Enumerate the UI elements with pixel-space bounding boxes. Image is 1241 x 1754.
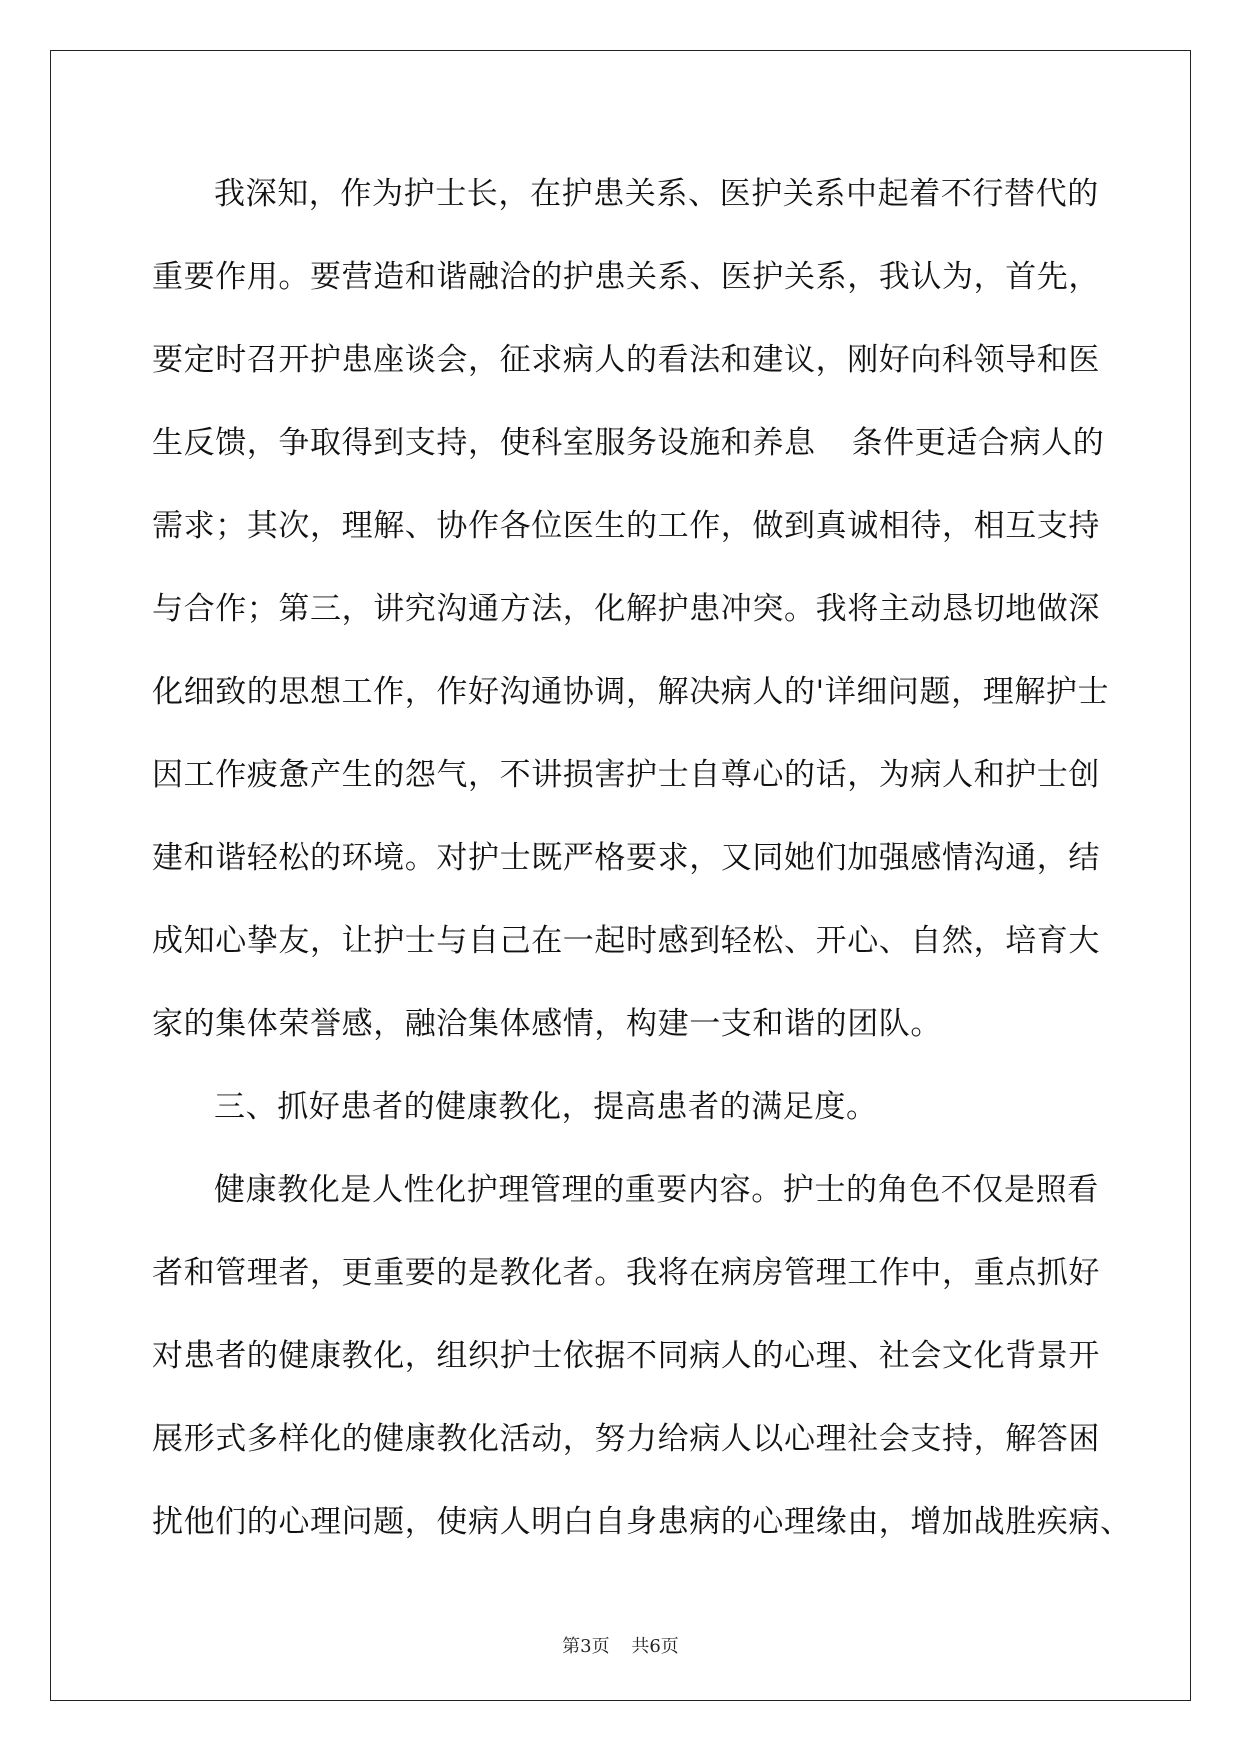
paragraph-line: 因工作疲惫产生的怨气，不讲损害护士自尊心的话，为病人和护士创 <box>152 757 1100 793</box>
paragraph-line: 与合作；第三，讲究沟通方法，化解护患冲突。我将主动恳切地做深 <box>152 591 1100 627</box>
paragraph-line: 展形式多样化的健康教化活动，努力给病人以心理社会支持，解答困 <box>152 1421 1100 1457</box>
paragraph-line: 化细致的思想工作，作好沟通协调，解决病人的'详细问题，理解护士 <box>152 674 1110 710</box>
paragraph-line: 重要作用。要营造和谐融洽的护患关系、医护关系，我认为，首先， <box>152 259 1100 295</box>
total-pages: 共6页 <box>631 1636 679 1657</box>
paragraph-line: 建和谐轻松的环境。对护士既严格要求，又同她们加强感情沟通，结 <box>152 840 1100 876</box>
line-segment: 条件更适合病人的 <box>851 425 1105 461</box>
paragraph-line: 者和管理者，更重要的是教化者。我将在病房管理工作中，重点抓好 <box>152 1255 1100 1291</box>
paragraph-line: 家的集体荣誉感，融洽集体感情，构建一支和谐的团队。 <box>152 1006 942 1042</box>
page-footer <box>0 1632 1241 1658</box>
document-body <box>152 163 1132 1574</box>
paragraph-line: 我深知，作为护士长，在护患关系、医护关系中起着不行替代的 <box>214 176 1099 212</box>
line-segment: 生反馈，争取得到支持，使科室服务设施和养息 <box>152 425 816 461</box>
paragraph-line: 要定时召开护患座谈会，征求病人的看法和建议，刚好向科领导和医 <box>152 342 1100 378</box>
paragraph-line: 对患者的健康教化，组织护士依据不同病人的心理、社会文化背景开 <box>152 1338 1100 1374</box>
page-number: 第3页 <box>562 1636 610 1657</box>
paragraph-line: 扰他们的心理问题，使病人明白自身患病的心理缘由，增加战胜疾病、 <box>152 1504 1132 1540</box>
paragraph-line <box>152 412 1105 495</box>
paragraph-line: 需求；其次，理解、协作各位医生的工作，做到真诚相待，相互支持 <box>152 508 1100 544</box>
section-heading: 三、抓好患者的健康教化，提高患者的满足度。 <box>214 1089 878 1125</box>
paragraph-line: 健康教化是人性化护理管理的重要内容。护士的角色不仅是照看 <box>214 1172 1099 1208</box>
paragraph-line: 成知心挚友，让护士与自己在一起时感到轻松、开心、自然，培育大 <box>152 923 1100 959</box>
